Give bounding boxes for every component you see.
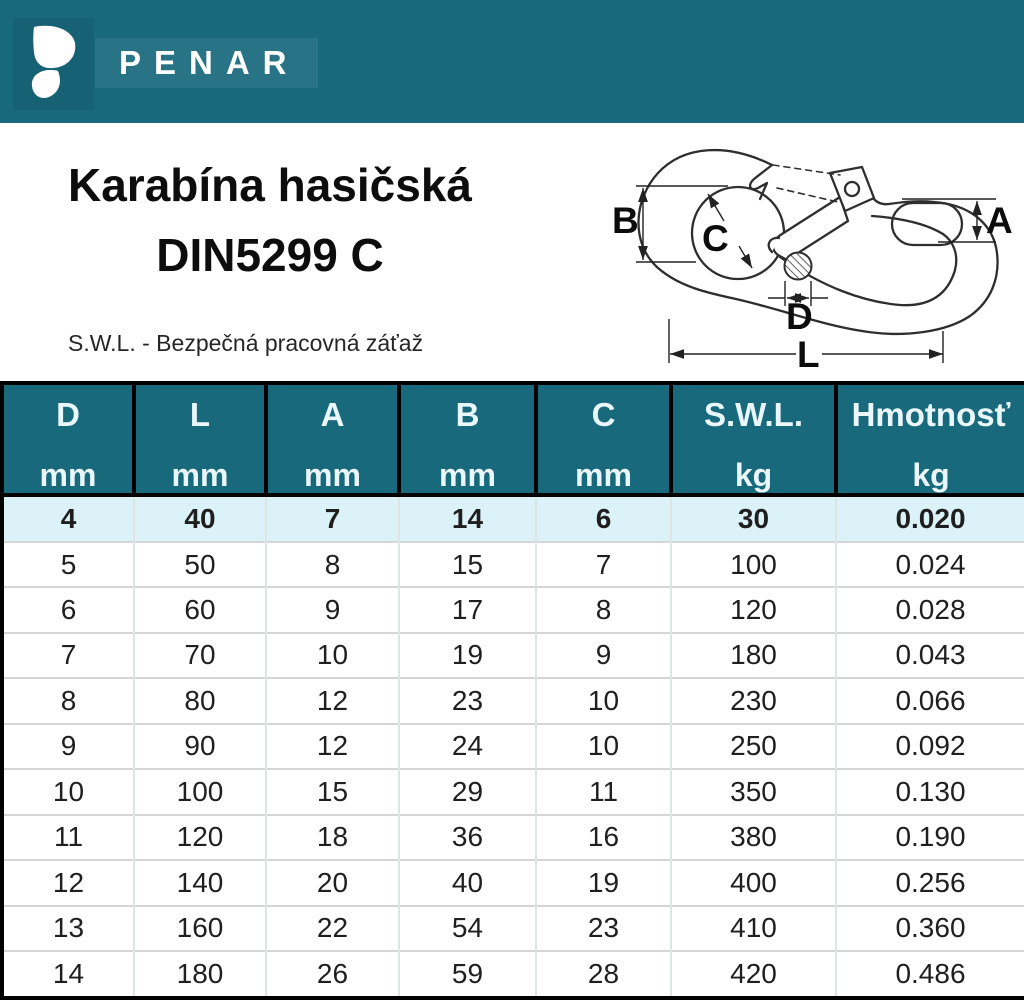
table-cell: 7	[2, 633, 134, 678]
spec-table-head	[2, 383, 1024, 495]
table-cell: 120	[134, 815, 266, 860]
table-cell: 0.028	[836, 587, 1024, 632]
table-row	[2, 951, 1024, 998]
table-cell: 50	[134, 542, 266, 587]
table-cell: 12	[266, 678, 399, 723]
table-cell: 15	[266, 769, 399, 814]
table-row	[2, 906, 1024, 951]
table-cell: 8	[266, 542, 399, 587]
table-cell: 8	[536, 587, 671, 632]
table-cell: 7	[266, 495, 399, 542]
table-cell: 36	[399, 815, 536, 860]
column-letter: L	[189, 396, 211, 433]
column-unit: kg	[912, 457, 950, 493]
carabiner-diagram	[600, 135, 1024, 385]
table-cell: 40	[399, 860, 536, 905]
table-cell: 9	[536, 633, 671, 678]
spec-table	[0, 381, 1024, 1000]
table-cell: 15	[399, 542, 536, 587]
table-cell: 5	[2, 542, 134, 587]
table-cell: 140	[134, 860, 266, 905]
table-cell: 4	[2, 495, 134, 542]
table-cell: 80	[134, 678, 266, 723]
table-cell: 100	[671, 542, 836, 587]
table-cell: 7	[536, 542, 671, 587]
table-cell: 70	[134, 633, 266, 678]
column-header-hmotnos	[836, 383, 1024, 495]
table-cell: 19	[536, 860, 671, 905]
column-unit: mm	[439, 457, 496, 493]
table-cell: 18	[266, 815, 399, 860]
column-letter: B	[455, 396, 480, 433]
table-row	[2, 769, 1024, 814]
column-letter: D	[56, 396, 80, 433]
table-row	[2, 724, 1024, 769]
table-cell: 0.360	[836, 906, 1024, 951]
spec-table-head-row	[2, 383, 1024, 495]
column-header-l	[134, 383, 266, 495]
dim-label-d: D	[786, 296, 813, 337]
table-cell: 30	[671, 495, 836, 542]
brand-name-plate	[95, 38, 318, 88]
dim-label-l: L	[797, 334, 820, 375]
table-row	[2, 495, 1024, 542]
table-cell: 9	[266, 587, 399, 632]
table-cell: 350	[671, 769, 836, 814]
column-unit: mm	[171, 457, 229, 493]
column-letter: S.W.L.	[704, 396, 803, 433]
table-cell: 59	[399, 951, 536, 998]
table-cell: 8	[2, 678, 134, 723]
table-cell: 160	[134, 906, 266, 951]
table-cell: 90	[134, 724, 266, 769]
dim-label-b: B	[612, 200, 639, 241]
table-cell: 28	[536, 951, 671, 998]
swl-legend: S.W.L. - Bezpečná pracovná záťaž	[68, 330, 424, 356]
table-cell: 20	[266, 860, 399, 905]
table-cell: 11	[2, 815, 134, 860]
table-cell: 22	[266, 906, 399, 951]
table-cell: 23	[399, 678, 536, 723]
brand-name: PENAR	[119, 44, 300, 81]
column-unit: mm	[575, 457, 632, 493]
table-cell: 0.486	[836, 951, 1024, 998]
dim-label-c: C	[702, 218, 729, 259]
column-letter: A	[320, 396, 345, 433]
table-cell: 420	[671, 951, 836, 998]
table-cell: 10	[536, 724, 671, 769]
table-cell: 26	[266, 951, 399, 998]
page-title-line1: Karabína hasičská	[67, 159, 472, 211]
table-cell: 180	[671, 633, 836, 678]
table-cell: 380	[671, 815, 836, 860]
table-row	[2, 587, 1024, 632]
table-cell: 100	[134, 769, 266, 814]
table-cell: 180	[134, 951, 266, 998]
column-header-c	[536, 383, 671, 495]
column-header-a	[266, 383, 399, 495]
table-cell: 16	[536, 815, 671, 860]
table-cell: 10	[266, 633, 399, 678]
table-cell: 40	[134, 495, 266, 542]
table-cell: 0.130	[836, 769, 1024, 814]
table-cell: 6	[536, 495, 671, 542]
table-cell: 0.066	[836, 678, 1024, 723]
table-cell: 12	[2, 860, 134, 905]
table-cell: 10	[2, 769, 134, 814]
column-letter: Hmotnosť	[851, 396, 1011, 433]
page-title	[0, 150, 540, 290]
table-row	[2, 542, 1024, 587]
table-row	[2, 633, 1024, 678]
table-cell: 24	[399, 724, 536, 769]
table-cell: 6	[2, 587, 134, 632]
table-cell: 0.020	[836, 495, 1024, 542]
table-row	[2, 815, 1024, 860]
column-unit: kg	[734, 457, 773, 493]
spec-table-body	[2, 495, 1024, 998]
table-cell: 0.190	[836, 815, 1024, 860]
leaf-logo-icon	[30, 25, 78, 103]
table-cell: 9	[2, 724, 134, 769]
table-cell: 120	[671, 587, 836, 632]
column-header-swl	[671, 383, 836, 495]
table-cell: 0.024	[836, 542, 1024, 587]
table-cell: 60	[134, 587, 266, 632]
table-row	[2, 860, 1024, 905]
table-cell: 29	[399, 769, 536, 814]
page-title-line2: DIN5299 C	[156, 229, 384, 281]
table-cell: 23	[536, 906, 671, 951]
table-cell: 11	[536, 769, 671, 814]
table-row	[2, 678, 1024, 723]
brand-header	[0, 0, 1024, 123]
table-cell: 14	[2, 951, 134, 998]
column-letter: C	[591, 396, 616, 433]
column-unit: mm	[39, 457, 97, 493]
column-unit: mm	[304, 457, 361, 493]
column-header-d	[2, 383, 134, 495]
column-header-b	[399, 383, 536, 495]
table-cell: 54	[399, 906, 536, 951]
dim-label-a: A	[986, 200, 1013, 241]
carabiner-drawing-icon	[600, 135, 1024, 385]
table-cell: 410	[671, 906, 836, 951]
table-cell: 13	[2, 906, 134, 951]
table-cell: 250	[671, 724, 836, 769]
table-cell: 0.256	[836, 860, 1024, 905]
title-block	[0, 150, 540, 290]
table-cell: 19	[399, 633, 536, 678]
table-cell: 14	[399, 495, 536, 542]
table-cell: 12	[266, 724, 399, 769]
table-cell: 400	[671, 860, 836, 905]
table-cell: 0.092	[836, 724, 1024, 769]
penar-logo	[13, 18, 94, 110]
table-cell: 0.043	[836, 633, 1024, 678]
table-cell: 230	[671, 678, 836, 723]
table-cell: 10	[536, 678, 671, 723]
table-cell: 17	[399, 587, 536, 632]
